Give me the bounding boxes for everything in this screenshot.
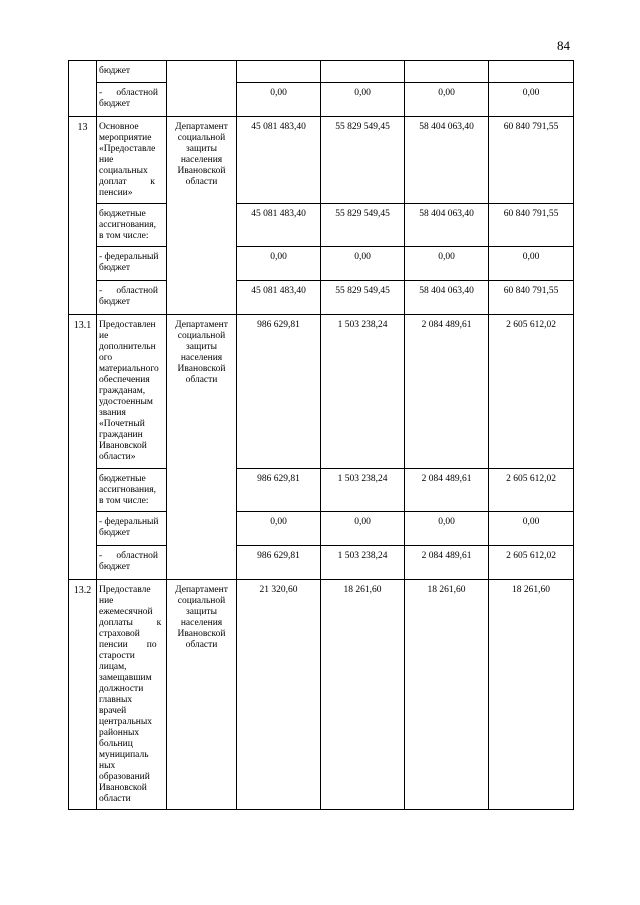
amount-cell-year-4: 0,00 xyxy=(489,512,574,546)
table-row xyxy=(69,315,574,469)
measure-name-line: гражданин xyxy=(99,430,143,440)
amount-cell-year-4 xyxy=(489,61,574,83)
measure-name-line: Ивановской xyxy=(99,441,147,451)
measure-name-line: бюджет xyxy=(99,562,131,572)
amount-cell-year-2: 1 503 238,24 xyxy=(321,315,405,469)
amount-cell-year-1 xyxy=(237,61,321,83)
table-row xyxy=(69,83,574,117)
measure-name-line: «Предоставле xyxy=(99,144,156,154)
amount-cell-year-2: 0,00 xyxy=(321,83,405,117)
measure-name-line: бюджет xyxy=(99,99,131,109)
amount-cell-year-3: 2 084 489,61 xyxy=(405,315,489,469)
measure-name-line: ассигнования, xyxy=(99,485,156,495)
table-row xyxy=(69,546,574,580)
measure-name-line: бюджет xyxy=(99,528,131,538)
measure-name-line: ние xyxy=(99,596,114,606)
measure-name-line: Ивановской xyxy=(99,783,147,793)
amount-cell-year-2 xyxy=(321,61,405,83)
measure-name-line: - федеральный xyxy=(99,252,159,262)
amount-cell-year-3 xyxy=(405,61,489,83)
table-row xyxy=(69,469,574,512)
table-row xyxy=(69,247,574,281)
amount-cell-year-4: 2 605 612,02 xyxy=(489,315,574,469)
measure-name-line: Основное xyxy=(99,122,139,132)
measure-name-line: удостоенным xyxy=(99,397,153,407)
measure-name-line: звания xyxy=(99,408,126,418)
amount-cell-year-3: 2 084 489,61 xyxy=(405,469,489,512)
measure-name xyxy=(97,83,167,117)
measure-name-line: бюджет xyxy=(99,263,131,273)
measure-name-line: гражданам, xyxy=(99,386,146,396)
measure-name-line: мероприятие xyxy=(99,133,152,143)
amount-cell-year-2: 0,00 xyxy=(321,247,405,281)
measure-name-line: врачей xyxy=(99,706,127,716)
department-line: Ивановской xyxy=(177,166,226,176)
department-line: социальной xyxy=(177,331,226,341)
table-row xyxy=(69,512,574,546)
amount-cell-year-3: 2 084 489,61 xyxy=(405,546,489,580)
measure-name-line: - областной xyxy=(99,551,159,561)
budget-table xyxy=(68,60,574,810)
amount-cell-year-4: 60 840 791,55 xyxy=(489,117,574,204)
table-row xyxy=(69,61,574,83)
amount-cell-year-2: 55 829 549,45 xyxy=(321,204,405,247)
amount-cell-year-3: 0,00 xyxy=(405,83,489,117)
department-line: области xyxy=(185,177,218,187)
department-line: Департамент xyxy=(175,585,228,595)
department-line: Департамент xyxy=(175,122,228,132)
measure-name xyxy=(97,247,167,281)
amount-cell-year-4: 60 840 791,55 xyxy=(489,281,574,315)
measure-name-line: в том числе: xyxy=(99,231,149,241)
amount-cell-year-1: 21 320,60 xyxy=(237,580,321,810)
amount-cell-year-3: 58 404 063,40 xyxy=(405,281,489,315)
department-line: Департамент xyxy=(175,320,228,330)
row-index xyxy=(69,61,97,117)
row-index: 13.2 xyxy=(69,580,97,810)
department-line: населения xyxy=(180,353,223,363)
amount-cell-year-2: 18 261,60 xyxy=(321,580,405,810)
amount-cell-year-4: 0,00 xyxy=(489,247,574,281)
measure-name-line: образований xyxy=(99,772,150,782)
measure-name-line: пенсии» xyxy=(99,188,133,198)
measure-name-line: области» xyxy=(99,452,136,462)
measure-name-line: ных xyxy=(99,761,116,771)
amount-cell-year-1: 0,00 xyxy=(237,512,321,546)
measure-name-line: бюджет xyxy=(99,297,131,307)
table-row xyxy=(69,204,574,247)
measure-name-line: ежемесячной xyxy=(99,607,153,617)
measure-name-line: ассигнования, xyxy=(99,220,156,230)
measure-name-line: - областной xyxy=(99,286,159,296)
department-line: области xyxy=(185,375,218,385)
table-row xyxy=(69,281,574,315)
department-line: защиты xyxy=(186,342,217,352)
measure-name xyxy=(97,580,167,810)
department-line: защиты xyxy=(186,607,217,617)
amount-cell-year-1: 986 629,81 xyxy=(237,546,321,580)
page-number: 84 xyxy=(557,38,570,53)
row-index: 13.1 xyxy=(69,315,97,580)
table-row xyxy=(69,580,574,810)
amount-cell-year-4: 0,00 xyxy=(489,83,574,117)
department-line: Ивановской xyxy=(177,629,226,639)
amount-cell-year-1: 45 081 483,40 xyxy=(237,204,321,247)
measure-name-line: ние xyxy=(99,155,114,165)
amount-cell-year-1: 986 629,81 xyxy=(237,315,321,469)
responsible-department xyxy=(167,580,237,810)
measure-name xyxy=(97,546,167,580)
measure-name-line: больниц xyxy=(99,739,133,749)
measure-name-line: пенсии по xyxy=(99,640,157,650)
measure-name-line: обеспечения xyxy=(99,375,150,385)
measure-name-line: ого xyxy=(99,353,113,363)
measure-name-line: старости xyxy=(99,651,135,661)
amount-cell-year-2: 1 503 238,24 xyxy=(321,546,405,580)
responsible-department xyxy=(167,61,237,117)
measure-name-line: Предоставле xyxy=(99,585,151,595)
amount-cell-year-2: 55 829 549,45 xyxy=(321,281,405,315)
measure-name-line: бюджетные xyxy=(99,209,146,219)
measure-name xyxy=(97,117,167,204)
measure-name xyxy=(97,315,167,469)
measure-name-line: социальных xyxy=(99,166,148,176)
responsible-department xyxy=(167,315,237,580)
department-line: населения xyxy=(180,155,223,165)
amount-cell-year-4: 18 261,60 xyxy=(489,580,574,810)
amount-cell-year-4: 2 605 612,02 xyxy=(489,546,574,580)
measure-name-line: в том числе: xyxy=(99,496,149,506)
measure-name-line: главных xyxy=(99,695,133,705)
amount-cell-year-3: 18 261,60 xyxy=(405,580,489,810)
measure-name-line: - областной xyxy=(99,88,159,98)
measure-name-line: ие xyxy=(99,331,109,341)
amount-cell-year-1: 986 629,81 xyxy=(237,469,321,512)
department-line: социальной xyxy=(177,596,226,606)
amount-cell-year-3: 0,00 xyxy=(405,247,489,281)
department-line: социальной xyxy=(177,133,226,143)
measure-name-line: дополнительн xyxy=(99,342,156,352)
responsible-department xyxy=(167,117,237,315)
amount-cell-year-1: 0,00 xyxy=(237,247,321,281)
measure-name-line: страховой xyxy=(99,629,140,639)
measure-name-line: бюджетные xyxy=(99,474,146,484)
measure-name-line: «Почетный xyxy=(99,419,145,429)
measure-name-line: муниципаль xyxy=(99,750,149,760)
measure-name: бюджет xyxy=(97,61,167,83)
row-index: 13 xyxy=(69,117,97,315)
measure-name-line: замещавшим xyxy=(99,673,152,683)
measure-name-line: доплаты к xyxy=(99,618,162,628)
amount-cell-year-3: 58 404 063,40 xyxy=(405,204,489,247)
measure-name-line: лицам, xyxy=(99,662,127,672)
measure-name-line: материального xyxy=(99,364,159,374)
table-row xyxy=(69,117,574,204)
amount-cell-year-3: 58 404 063,40 xyxy=(405,117,489,204)
measure-name-line: - федеральный xyxy=(99,517,159,527)
amount-cell-year-1: 0,00 xyxy=(237,83,321,117)
measure-name-line: области xyxy=(99,794,131,804)
measure-name-line: центральных xyxy=(99,717,152,727)
amount-cell-year-2: 55 829 549,45 xyxy=(321,117,405,204)
measure-name xyxy=(97,469,167,512)
measure-name-line: должности xyxy=(99,684,144,694)
measure-name xyxy=(97,281,167,315)
amount-cell-year-3: 0,00 xyxy=(405,512,489,546)
measure-name xyxy=(97,512,167,546)
department-line: Ивановской xyxy=(177,364,226,374)
measure-name-line: районных xyxy=(99,728,140,738)
measure-name-line: Предоставлен xyxy=(99,320,156,330)
department-line: защиты xyxy=(186,144,217,154)
measure-name xyxy=(97,204,167,247)
department-line: области xyxy=(185,640,218,650)
amount-cell-year-2: 0,00 xyxy=(321,512,405,546)
amount-cell-year-2: 1 503 238,24 xyxy=(321,469,405,512)
amount-cell-year-1: 45 081 483,40 xyxy=(237,117,321,204)
measure-name-line: доплат к xyxy=(99,177,155,187)
amount-cell-year-4: 60 840 791,55 xyxy=(489,204,574,247)
amount-cell-year-1: 45 081 483,40 xyxy=(237,281,321,315)
amount-cell-year-4: 2 605 612,02 xyxy=(489,469,574,512)
department-line: населения xyxy=(180,618,223,628)
